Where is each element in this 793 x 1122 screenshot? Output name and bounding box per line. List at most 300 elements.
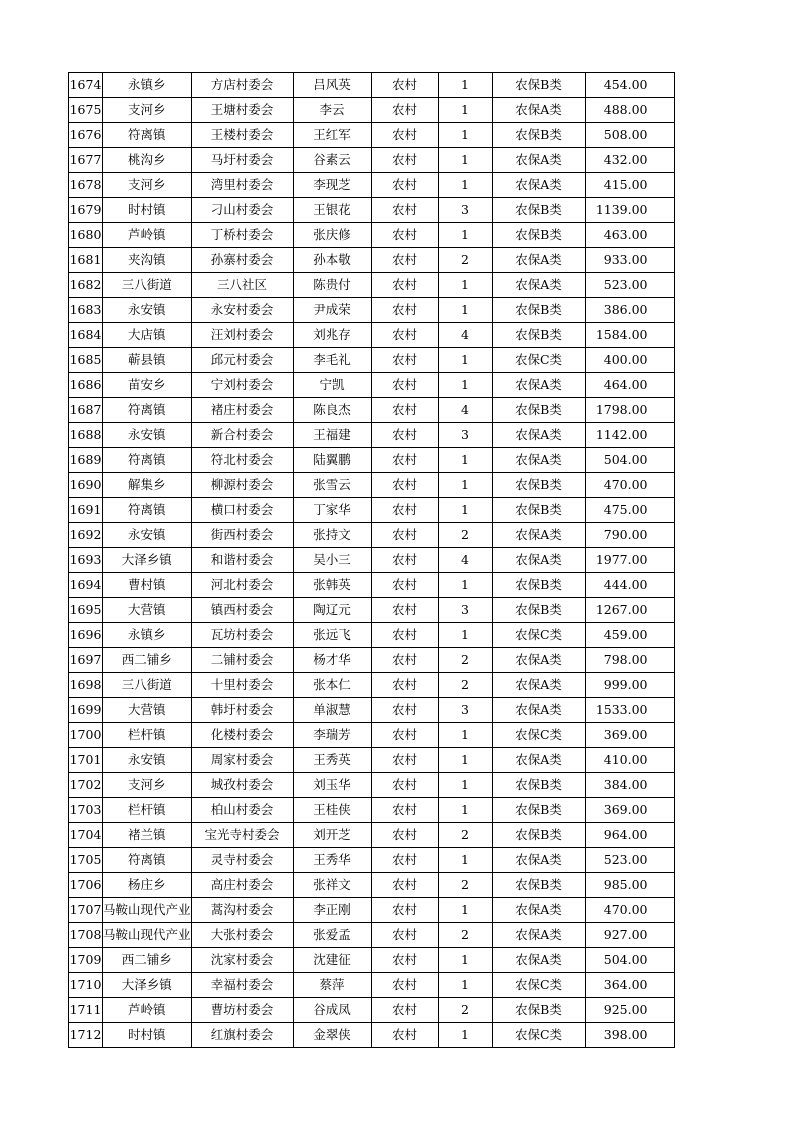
cell-category: 农保B类 [492,498,585,523]
table-row [69,898,675,923]
cell-count: 1 [438,148,492,173]
cell-amount: 398.00 [585,1023,674,1048]
cell-count: 1 [438,848,492,873]
cell-serial: 1697 [69,648,103,673]
table-row [69,548,675,573]
table-row [69,873,675,898]
cell-area: 农村 [371,848,438,873]
cell-town: 永镇乡 [103,73,192,98]
cell-name: 蔡萍 [293,973,371,998]
cell-serial: 1705 [69,848,103,873]
table-row [69,1023,675,1048]
cell-town: 桃沟乡 [103,148,192,173]
cell-area: 农村 [371,773,438,798]
cell-serial: 1684 [69,323,103,348]
cell-village: 化楼村委会 [191,723,293,748]
cell-town: 支河乡 [103,173,192,198]
cell-category: 农保C类 [492,973,585,998]
cell-amount: 454.00 [585,73,674,98]
table-row [69,748,675,773]
cell-amount: 925.00 [585,998,674,1023]
cell-category: 农保A类 [492,548,585,573]
cell-amount: 415.00 [585,173,674,198]
cell-serial: 1679 [69,198,103,223]
cell-town: 芦岭镇 [103,223,192,248]
cell-amount: 369.00 [585,723,674,748]
cell-village: 三八社区 [191,273,293,298]
cell-village: 汪刘村委会 [191,323,293,348]
table-row [69,648,675,673]
table-row [69,123,675,148]
cell-category: 农保A类 [492,523,585,548]
cell-area: 农村 [371,823,438,848]
cell-area: 农村 [371,348,438,373]
cell-count: 4 [438,323,492,348]
cell-serial: 1699 [69,698,103,723]
cell-count: 1 [438,373,492,398]
cell-area: 农村 [371,873,438,898]
cell-amount: 964.00 [585,823,674,848]
cell-village: 红旗村委会 [191,1023,293,1048]
cell-category: 农保A类 [492,423,585,448]
cell-village: 丁桥村委会 [191,223,293,248]
table-row [69,298,675,323]
cell-count: 2 [438,248,492,273]
cell-serial: 1680 [69,223,103,248]
cell-name: 陈贵付 [293,273,371,298]
table-row [69,323,675,348]
cell-name: 金翠侠 [293,1023,371,1048]
cell-village: 横口村委会 [191,498,293,523]
cell-town: 永安镇 [103,748,192,773]
cell-area: 农村 [371,998,438,1023]
cell-category: 农保B类 [492,798,585,823]
cell-town: 符离镇 [103,398,192,423]
cell-category: 农保A类 [492,898,585,923]
cell-serial: 1681 [69,248,103,273]
table-row [69,673,675,698]
cell-serial: 1691 [69,498,103,523]
cell-village: 曹坊村委会 [191,998,293,1023]
table-row [69,248,675,273]
cell-serial: 1688 [69,423,103,448]
cell-count: 1 [438,798,492,823]
cell-amount: 999.00 [585,673,674,698]
cell-serial: 1704 [69,823,103,848]
cell-village: 马圩村委会 [191,148,293,173]
cell-name: 李毛礼 [293,348,371,373]
cell-village: 街西村委会 [191,523,293,548]
cell-name: 张祥文 [293,873,371,898]
cell-name: 李现芝 [293,173,371,198]
cell-serial: 1712 [69,1023,103,1048]
cell-town: 支河乡 [103,773,192,798]
table-row [69,848,675,873]
cell-name: 刘兆存 [293,323,371,348]
cell-serial: 1696 [69,623,103,648]
cell-count: 2 [438,998,492,1023]
cell-amount: 432.00 [585,148,674,173]
table-row [69,348,675,373]
cell-area: 农村 [371,573,438,598]
cell-village: 方店村委会 [191,73,293,98]
cell-area: 农村 [371,148,438,173]
cell-village: 褚庄村委会 [191,398,293,423]
cell-village: 瓦坊村委会 [191,623,293,648]
cell-town: 芦岭镇 [103,998,192,1023]
cell-amount: 1142.00 [585,423,674,448]
cell-name: 尹成荣 [293,298,371,323]
cell-town: 永安镇 [103,523,192,548]
cell-village: 韩圩村委会 [191,698,293,723]
cell-amount: 504.00 [585,948,674,973]
cell-name: 张庆修 [293,223,371,248]
cell-town: 大泽乡镇 [103,973,192,998]
cell-name: 丁家华 [293,498,371,523]
cell-serial: 1693 [69,548,103,573]
cell-town: 符离镇 [103,123,192,148]
cell-category: 农保A类 [492,373,585,398]
cell-category: 农保A类 [492,673,585,698]
cell-area: 农村 [371,448,438,473]
cell-village: 王塘村委会 [191,98,293,123]
cell-name: 陈良杰 [293,398,371,423]
cell-category: 农保A类 [492,648,585,673]
cell-village: 大张村委会 [191,923,293,948]
cell-amount: 470.00 [585,898,674,923]
cell-category: 农保A类 [492,448,585,473]
table-row [69,98,675,123]
cell-category: 农保B类 [492,73,585,98]
cell-town: 支河乡 [103,98,192,123]
cell-serial: 1686 [69,373,103,398]
cell-area: 农村 [371,948,438,973]
cell-area: 农村 [371,748,438,773]
cell-amount: 444.00 [585,573,674,598]
table-row [69,948,675,973]
cell-town: 苗安乡 [103,373,192,398]
table-row [69,823,675,848]
cell-count: 2 [438,648,492,673]
cell-name: 李正刚 [293,898,371,923]
cell-count: 2 [438,673,492,698]
cell-village: 柏山村委会 [191,798,293,823]
cell-serial: 1682 [69,273,103,298]
cell-category: 农保B类 [492,823,585,848]
cell-name: 谷成凤 [293,998,371,1023]
cell-town: 永镇乡 [103,623,192,648]
cell-category: 农保B类 [492,773,585,798]
cell-name: 张远飞 [293,623,371,648]
cell-category: 农保A类 [492,273,585,298]
cell-count: 1 [438,448,492,473]
cell-town: 夹沟镇 [103,248,192,273]
cell-amount: 790.00 [585,523,674,548]
cell-count: 1 [438,573,492,598]
table-row [69,473,675,498]
table-row [69,723,675,748]
cell-village: 符北村委会 [191,448,293,473]
table-row [69,523,675,548]
cell-amount: 523.00 [585,848,674,873]
cell-name: 张持文 [293,523,371,548]
cell-name: 沈建征 [293,948,371,973]
cell-amount: 1139.00 [585,198,674,223]
cell-area: 农村 [371,548,438,573]
cell-category: 农保A类 [492,848,585,873]
cell-serial: 1703 [69,798,103,823]
cell-category: 农保A类 [492,148,585,173]
cell-serial: 1689 [69,448,103,473]
cell-category: 农保A类 [492,748,585,773]
cell-amount: 798.00 [585,648,674,673]
cell-town: 栏杆镇 [103,723,192,748]
cell-village: 镇西村委会 [191,598,293,623]
cell-count: 1 [438,973,492,998]
cell-amount: 386.00 [585,298,674,323]
cell-serial: 1674 [69,73,103,98]
cell-count: 2 [438,873,492,898]
cell-name: 李云 [293,98,371,123]
cell-village: 蒿沟村委会 [191,898,293,923]
cell-count: 1 [438,1023,492,1048]
cell-amount: 470.00 [585,473,674,498]
cell-name: 孙本敬 [293,248,371,273]
cell-count: 1 [438,348,492,373]
cell-name: 李瑞芳 [293,723,371,748]
cell-amount: 369.00 [585,798,674,823]
cell-serial: 1692 [69,523,103,548]
cell-amount: 1533.00 [585,698,674,723]
cell-village: 宝光寺村委会 [191,823,293,848]
table-row [69,923,675,948]
table-row [69,623,675,648]
table-row [69,798,675,823]
cell-village: 孙寨村委会 [191,248,293,273]
cell-name: 王银花 [293,198,371,223]
cell-village: 周家村委会 [191,748,293,773]
cell-amount: 384.00 [585,773,674,798]
cell-amount: 1977.00 [585,548,674,573]
cell-area: 农村 [371,98,438,123]
cell-town: 栏杆镇 [103,798,192,823]
cell-count: 1 [438,173,492,198]
table-row [69,398,675,423]
cell-area: 农村 [371,798,438,823]
cell-town: 时村镇 [103,1023,192,1048]
cell-town: 褚兰镇 [103,823,192,848]
cell-name: 单淑慧 [293,698,371,723]
table-row [69,773,675,798]
cell-village: 二铺村委会 [191,648,293,673]
cell-count: 3 [438,423,492,448]
cell-serial: 1677 [69,148,103,173]
cell-village: 河北村委会 [191,573,293,598]
cell-area: 农村 [371,248,438,273]
cell-name: 张韩英 [293,573,371,598]
cell-category: 农保C类 [492,1023,585,1048]
cell-name: 陆翼鹏 [293,448,371,473]
cell-category: 农保A类 [492,248,585,273]
cell-serial: 1676 [69,123,103,148]
cell-count: 3 [438,598,492,623]
cell-town: 大店镇 [103,323,192,348]
cell-area: 农村 [371,198,438,223]
cell-amount: 410.00 [585,748,674,773]
cell-amount: 933.00 [585,248,674,273]
cell-serial: 1685 [69,348,103,373]
cell-name: 张本仁 [293,673,371,698]
cell-serial: 1683 [69,298,103,323]
cell-count: 1 [438,98,492,123]
table-row [69,498,675,523]
table-row [69,973,675,998]
cell-name: 吕风英 [293,73,371,98]
cell-town: 马鞍山现代产业 [103,898,192,923]
cell-serial: 1707 [69,898,103,923]
cell-amount: 464.00 [585,373,674,398]
cell-count: 1 [438,273,492,298]
cell-serial: 1678 [69,173,103,198]
cell-village: 湾里村委会 [191,173,293,198]
cell-serial: 1702 [69,773,103,798]
table-row [69,423,675,448]
table-row [69,223,675,248]
table-row [69,273,675,298]
cell-serial: 1694 [69,573,103,598]
cell-amount: 364.00 [585,973,674,998]
cell-town: 符离镇 [103,448,192,473]
cell-area: 农村 [371,173,438,198]
cell-count: 4 [438,398,492,423]
cell-area: 农村 [371,1023,438,1048]
cell-name: 王秀英 [293,748,371,773]
cell-town: 永安镇 [103,423,192,448]
cell-count: 2 [438,523,492,548]
table-row [69,373,675,398]
cell-town: 时村镇 [103,198,192,223]
cell-area: 农村 [371,523,438,548]
cell-count: 1 [438,623,492,648]
cell-serial: 1701 [69,748,103,773]
cell-area: 农村 [371,973,438,998]
cell-amount: 400.00 [585,348,674,373]
cell-count: 1 [438,473,492,498]
cell-amount: 1584.00 [585,323,674,348]
cell-count: 3 [438,198,492,223]
table-row [69,173,675,198]
cell-count: 1 [438,73,492,98]
cell-name: 杨才华 [293,648,371,673]
cell-count: 1 [438,723,492,748]
cell-count: 1 [438,123,492,148]
cell-serial: 1690 [69,473,103,498]
cell-area: 农村 [371,398,438,423]
cell-category: 农保B类 [492,398,585,423]
cell-town: 大营镇 [103,598,192,623]
cell-category: 农保A类 [492,173,585,198]
cell-serial: 1710 [69,973,103,998]
cell-town: 蕲县镇 [103,348,192,373]
cell-name: 张爱孟 [293,923,371,948]
cell-town: 符离镇 [103,498,192,523]
cell-category: 农保B类 [492,198,585,223]
cell-amount: 475.00 [585,498,674,523]
cell-name: 刘玉华 [293,773,371,798]
cell-name: 吴小三 [293,548,371,573]
cell-village: 灵寺村委会 [191,848,293,873]
cell-town: 杨庄乡 [103,873,192,898]
cell-category: 农保C类 [492,723,585,748]
cell-serial: 1695 [69,598,103,623]
cell-amount: 488.00 [585,98,674,123]
cell-category: 农保B类 [492,123,585,148]
cell-town: 曹村镇 [103,573,192,598]
cell-area: 农村 [371,223,438,248]
cell-count: 1 [438,223,492,248]
cell-category: 农保A类 [492,698,585,723]
cell-town: 西二铺乡 [103,648,192,673]
cell-category: 农保B类 [492,998,585,1023]
cell-town: 大营镇 [103,698,192,723]
cell-village: 柳源村委会 [191,473,293,498]
cell-count: 2 [438,923,492,948]
cell-area: 农村 [371,598,438,623]
cell-category: 农保B类 [492,573,585,598]
table-row [69,998,675,1023]
cell-category: 农保A类 [492,98,585,123]
cell-serial: 1687 [69,398,103,423]
cell-name: 王秀华 [293,848,371,873]
cell-area: 农村 [371,648,438,673]
cell-category: 农保B类 [492,323,585,348]
cell-town: 永安镇 [103,298,192,323]
cell-town: 马鞍山现代产业 [103,923,192,948]
cell-area: 农村 [371,923,438,948]
cell-area: 农村 [371,723,438,748]
cell-count: 2 [438,823,492,848]
records-table [68,72,675,1048]
table-row [69,448,675,473]
cell-area: 农村 [371,273,438,298]
cell-count: 1 [438,748,492,773]
cell-area: 农村 [371,323,438,348]
cell-count: 4 [438,548,492,573]
cell-amount: 463.00 [585,223,674,248]
cell-amount: 508.00 [585,123,674,148]
cell-area: 农村 [371,623,438,648]
table-row [69,598,675,623]
cell-village: 高庄村委会 [191,873,293,898]
cell-name: 王红军 [293,123,371,148]
cell-village: 和谐村委会 [191,548,293,573]
cell-name: 谷素云 [293,148,371,173]
cell-amount: 985.00 [585,873,674,898]
cell-count: 1 [438,298,492,323]
cell-village: 宁刘村委会 [191,373,293,398]
cell-village: 刁山村委会 [191,198,293,223]
cell-area: 农村 [371,73,438,98]
cell-town: 三八街道 [103,273,192,298]
table-row [69,198,675,223]
cell-serial: 1706 [69,873,103,898]
cell-village: 沈家村委会 [191,948,293,973]
cell-town: 符离镇 [103,848,192,873]
cell-village: 永安村委会 [191,298,293,323]
cell-serial: 1709 [69,948,103,973]
cell-name: 王福建 [293,423,371,448]
cell-town: 大泽乡镇 [103,548,192,573]
